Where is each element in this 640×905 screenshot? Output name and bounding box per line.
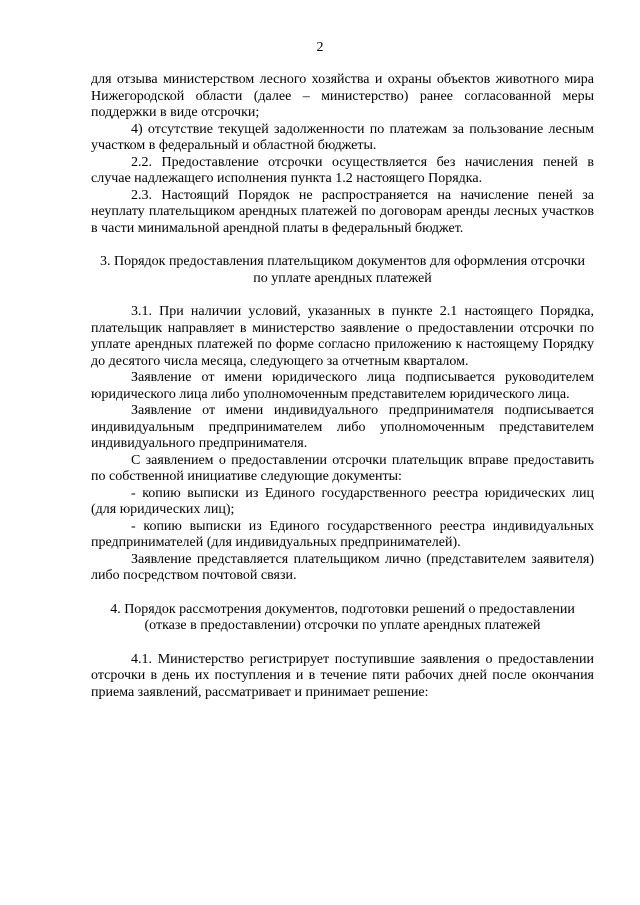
paragraph: 4) отсутствие текущей задолженности по платежам за пользование лесным участком в федеральный и областной бюджеты. [91,121,594,153]
section-gap [91,287,594,304]
page-number: 2 [316,40,324,55]
paragraph: 2.2. Предоставление отсрочки осуществляется без начисления пеней в случае надлежащего исполнения пункта 1.2 настоящего Порядка. [91,154,594,186]
section-gap [91,585,594,602]
paragraph: С заявлением о предоставлении отсрочки плательщик вправе предоставить по собственной инициативе следующие документы: [91,452,594,484]
paragraph: 3.1. При наличии условий, указанных в пункте 2.1 настоящего Порядка, плательщик направляет в министерство заявление о предоставлении отсрочки по уплате арендных платежей по форме согласно приложению к настоящему Порядку до десятого числа месяца, следующего за отчетным кварталом. [91,304,594,369]
paragraph: Заявление представляется плательщиком лично (представителем заявителя) либо посредством почтовой связи. [91,551,594,583]
paragraph: для отзыва министерством лесного хозяйства и охраны объектов животного мира Нижегородской области (далее – министерство) ранее согласованной меры поддержки в виде отсрочки; [91,72,594,120]
section-heading: 3. Порядок предоставления плательщиком документов для оформления отсрочки по уплате арендных платежей [99,254,586,286]
section-heading: 4. Порядок рассмотрения документов, подготовки решений о предоставлении (отказе в предоставлении) отсрочки по уплате арендных платежей [110,601,575,633]
paragraph: - копию выписки из Единого государственного реестра юридических лиц (для юридических лиц); [91,485,594,517]
paragraph: 4.1. Министерство регистрирует поступившие заявления о предоставлении отсрочки в день их поступления и в течение пяти рабочих дней после окончания приема заявлений, рассматривает и принимает решение: [91,651,594,700]
section-gap [91,635,594,652]
section-gap [91,237,594,254]
paragraph: Заявление от имени индивидуального предпринимателя подписывается индивидуальным предпринимателем либо уполномоченным представителем индивидуального предпринимателя. [91,403,594,451]
paragraph: 2.3. Настоящий Порядок не распространяется на начисление пеней за неуплату плательщиком арендных платежей по договорам аренды лесных участков в части минимальной арендной платы в федеральный бюджет. [91,187,594,236]
paragraph: Заявление от имени юридического лица подписывается руководителем юридического лица либо уполномоченным представителем юридического лица. [91,370,594,402]
document-body [91,72,594,701]
paragraph: - копию выписки из Единого государственного реестра индивидуальных предпринимателей (для индивидуальных предпринимателей). [91,518,594,550]
